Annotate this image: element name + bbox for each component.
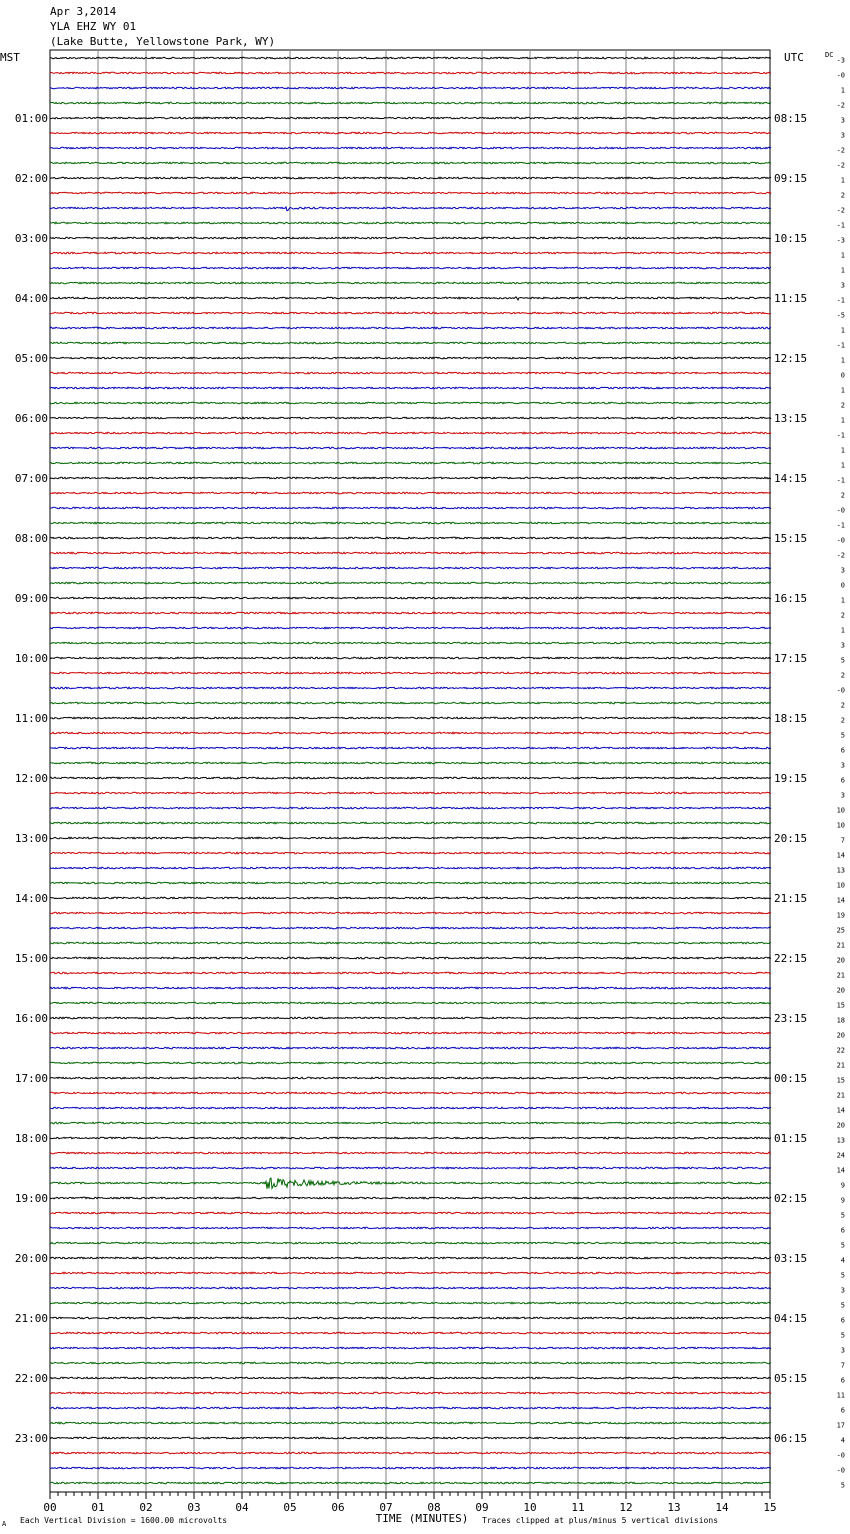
x-tick-label: 12 [619,1501,633,1514]
dc-offset-label: -1 [836,476,845,485]
dc-offset-label: 9 [840,1196,845,1205]
trace-line [50,1422,771,1424]
mst-hour-label: 22:00 [14,1372,48,1385]
plot-frame [50,50,770,1492]
trace-line [50,192,771,194]
x-axis [43,1492,776,1514]
utc-hour-label: 18:15 [774,712,808,725]
trace-line [50,162,771,164]
trace-line [50,912,771,914]
trace-line [50,1377,771,1379]
trace-line [50,627,771,629]
dc-offset-label: -0 [836,1451,845,1460]
trace-line [50,342,771,344]
x-tick-label: 01 [91,1501,105,1514]
dc-offset-label: 14 [836,896,845,905]
dc-offset-label: 21 [836,1061,845,1070]
x-tick-label: 11 [571,1501,585,1514]
mst-hour-label: 07:00 [14,472,48,485]
x-tick-label: 04 [235,1501,249,1514]
utc-hour-label: 13:15 [774,412,808,425]
trace-line [50,672,771,674]
trace-line [50,957,771,959]
dc-offset-label: 0 [840,581,845,590]
trace-line [50,267,771,269]
trace-line [50,1092,771,1094]
trace-line [50,522,771,524]
trace-line [50,747,771,749]
trace-line [50,852,771,854]
dc-offset-label: 2 [840,701,845,710]
trace-line [50,312,771,314]
trace-line [50,1017,771,1019]
trace-line [50,57,771,59]
trace-line [50,327,771,329]
dc-offset-label: 6 [840,1376,845,1385]
dc-offset-label: 2 [840,611,845,620]
trace-line [50,1197,771,1199]
dc-offset-label: 6 [840,776,845,785]
x-tick-label: 15 [763,1501,777,1514]
dc-offset-label: 2 [840,716,845,725]
dc-offset-label: 4 [840,1436,845,1445]
dc-offset-label: -0 [836,506,845,515]
dc-offset-label: 1 [840,176,845,185]
trace-line [50,1152,771,1154]
mst-label: MST [0,51,20,64]
x-tick-label: 14 [715,1501,729,1514]
trace-line [50,807,771,809]
trace-line [50,1032,771,1034]
trace-line [50,792,771,794]
trace-line [50,642,771,644]
trace-line [50,72,771,74]
mst-hour-label: 20:00 [14,1252,48,1265]
dc-offset-label: -2 [836,206,845,215]
trace-line [50,102,771,104]
dc-offset-label: 5 [840,1241,845,1250]
trace-line [50,867,771,869]
utc-hour-label: 10:15 [774,232,808,245]
dc-offset-label: 1 [840,626,845,635]
dc-offset-label: -3 [836,236,845,245]
dc-offset-label: 1 [840,446,845,455]
dc-offset-label: 6 [840,1406,845,1415]
trace-line [50,1122,771,1124]
trace-line [50,1467,771,1469]
dc-offset-label: 17 [836,1421,845,1430]
trace-line [50,1002,771,1004]
trace-line [50,1482,771,1484]
dc-offset-label: 15 [836,1076,845,1085]
dc-offset-label: -2 [836,101,845,110]
trace-line [50,657,771,659]
trace-line [50,1077,771,1079]
x-tick-label: 10 [523,1501,537,1514]
dc-offset-label: 1 [840,461,845,470]
trace-line [50,447,771,449]
dc-offset-label: 20 [836,1031,845,1040]
trace-line [50,507,771,509]
trace-line [50,837,771,839]
dc-offset-label: 14 [836,1106,845,1115]
trace-line [50,1407,771,1409]
dc-offset-label: 20 [836,956,845,965]
trace-line [50,612,771,614]
trace-line [50,1362,771,1364]
mst-hour-label: 17:00 [14,1072,48,1085]
dc-offset-label: 1 [840,86,845,95]
mst-hour-label: 04:00 [14,292,48,305]
dc-offset-label: -5 [836,311,845,320]
dc-offset-label: 1 [840,326,845,335]
trace-line [50,777,771,779]
trace-line [50,822,771,824]
dc-offset-label: 3 [840,566,845,575]
dc-offset-label: 24 [836,1151,845,1160]
trace-line [50,1452,771,1454]
mst-hour-label: 03:00 [14,232,48,245]
trace-line [50,297,771,300]
trace-line [50,1437,771,1439]
dc-offset-label: -3 [836,56,845,65]
dc-offset-label: -1 [836,221,845,230]
dc-offset-label: 14 [836,851,845,860]
dc-offset-label: 10 [836,821,845,830]
trace-line [50,387,771,389]
trace-line [50,1047,771,1049]
trace-line [50,1242,771,1244]
dc-offset-label: 6 [840,1316,845,1325]
dc-offset-label: 5 [840,1301,845,1310]
dc-offset-label: 5 [840,731,845,740]
dc-offset-label: 15 [836,1001,845,1010]
dc-offset-label: 3 [840,1346,845,1355]
trace-line [50,357,771,359]
trace-line [50,417,771,419]
trace-line [50,1062,771,1064]
dc-offset-label: 21 [836,1091,845,1100]
trace-line [50,1272,771,1274]
trace-line [50,1257,771,1259]
footer-clip-note: Traces clipped at plus/minus 5 vertical divisions [482,1516,719,1525]
dc-offset-label: 3 [840,116,845,125]
mst-hour-label: 05:00 [14,352,48,365]
utc-hour-label: 16:15 [774,592,808,605]
dc-offset-label: 20 [836,1121,845,1130]
utc-hour-label: 19:15 [774,772,808,785]
trace-line [50,762,771,764]
trace-line [50,927,771,929]
mst-hour-label: 11:00 [14,712,48,725]
dc-offset-label: 0 [840,371,845,380]
dc-offset-label: -1 [836,431,845,440]
dc-offset-label: 2 [840,401,845,410]
trace-line [50,987,771,989]
x-tick-label: 08 [427,1501,441,1514]
dc-offset-label: 3 [840,281,845,290]
mst-hour-label: 09:00 [14,592,48,605]
trace-line [50,1137,771,1139]
trace-line [50,702,771,704]
dc-offset-label: 5 [840,1331,845,1340]
utc-hour-label: 15:15 [774,532,808,545]
dc-offset-label: -0 [836,536,845,545]
dc-offset-label: 10 [836,881,845,890]
utc-hour-label: 08:15 [774,112,808,125]
trace-line [50,117,771,119]
trace-line [50,717,771,719]
utc-hour-label: 06:15 [774,1432,808,1445]
mst-hour-label: 08:00 [14,532,48,545]
utc-hour-label: 04:15 [774,1312,808,1325]
corner-mark: A [2,1520,7,1528]
trace-line [50,942,771,944]
dc-offset-label: 20 [836,986,845,995]
dc-offset-label: 1 [840,416,845,425]
utc-hour-label: 23:15 [774,1012,808,1025]
dc-offset-label: 9 [840,1181,845,1190]
mst-hour-label: 10:00 [14,652,48,665]
dc-offset-label: 25 [836,926,845,935]
dc-offset-label: 14 [836,1166,845,1175]
dc-offset-label: 6 [840,1226,845,1235]
utc-hour-label: 20:15 [774,832,808,845]
dc-offset-label: -0 [836,686,845,695]
dc-offset-label: 1 [840,266,845,275]
plot-date: Apr 3,2014 [50,5,117,18]
trace-line [50,492,771,494]
dc-offset-label: 7 [840,836,845,845]
x-tick-label: 03 [187,1501,201,1514]
dc-offset-label: 5 [840,1271,845,1280]
utc-hour-label: 11:15 [774,292,808,305]
trace-line [50,1227,771,1229]
dc-offset-label: 5 [840,656,845,665]
x-tick-label: 05 [283,1501,297,1514]
trace-line [50,87,771,89]
utc-hour-label: 12:15 [774,352,808,365]
x-tick-label: 09 [475,1501,489,1514]
utc-hour-label: 09:15 [774,172,808,185]
grid-lines [98,50,722,1492]
footer-scale-note: Each Vertical Division = 1600.00 microvolts [20,1516,228,1525]
dc-offset-label: 22 [836,1046,845,1055]
trace-line [50,1167,771,1169]
trace-line [50,687,771,689]
trace-line [50,132,771,134]
trace-line [50,1107,771,1109]
mst-hour-label: 01:00 [14,112,48,125]
utc-hour-label: 02:15 [774,1192,808,1205]
trace-line [50,177,771,179]
trace-line [50,552,771,554]
dc-offset-label: 3 [840,131,845,140]
utc-hour-label: 00:15 [774,1072,808,1085]
trace-line [50,432,771,434]
dc-offset-label: 3 [840,641,845,650]
dc-offset-label: -1 [836,521,845,530]
trace-line [50,582,771,584]
x-tick-label: 06 [331,1501,345,1514]
mst-hour-label: 18:00 [14,1132,48,1145]
station-name: YLA EHZ WY 01 [50,20,137,33]
dc-offset-label: 3 [840,761,845,770]
trace-line [50,1178,771,1189]
dc-offset-label: 3 [840,1286,845,1295]
trace-line [50,207,771,211]
trace-line [50,1212,771,1214]
mst-hour-label: 21:00 [14,1312,48,1325]
trace-line [50,567,771,569]
dc-offset-label: 21 [836,971,845,980]
utc-hour-label: 05:15 [774,1372,808,1385]
dc-offset-label: -0 [836,1466,845,1475]
trace-line [50,372,771,374]
mst-hour-label: 16:00 [14,1012,48,1025]
dc-offset-label: 10 [836,806,845,815]
trace-line [50,1302,771,1304]
dc-offset-label: 18 [836,1016,845,1025]
trace-line [50,477,771,479]
mst-hour-label: 15:00 [14,952,48,965]
mst-hour-label: 02:00 [14,172,48,185]
trace-line [50,537,771,539]
utc-hour-label: 03:15 [774,1252,808,1265]
dc-offset-label: -1 [836,341,845,350]
dc-offset-label: -1 [836,296,845,305]
dc-offset-label: 3 [840,791,845,800]
utc-hour-label: 21:15 [774,892,808,905]
dc-offset-label: 7 [840,1361,845,1370]
trace-line [50,222,771,224]
hour-labels [15,57,845,1490]
trace-line [50,252,771,254]
dc-offset-label: -2 [836,146,845,155]
mst-hour-label: 13:00 [14,832,48,845]
trace-line [50,972,771,974]
trace-line [50,597,771,599]
trace-line [50,1287,771,1289]
dc-label: DC [825,51,834,59]
trace-line [50,1392,771,1394]
trace-line [50,882,771,884]
dc-offset-label: 1 [840,596,845,605]
trace-line [50,237,771,239]
dc-offset-label: 13 [836,866,845,875]
dc-offset-label: -0 [836,71,845,80]
trace-line [50,402,771,404]
dc-offset-label: 19 [836,911,845,920]
mst-hour-label: 06:00 [14,412,48,425]
mst-hour-label: 12:00 [14,772,48,785]
utc-hour-label: 22:15 [774,952,808,965]
x-axis-title: TIME (MINUTES) [375,1512,469,1525]
station-location: (Lake Butte, Yellowstone Park, WY) [50,35,276,48]
x-tick-label: 02 [139,1501,153,1514]
dc-offset-label: 13 [836,1136,845,1145]
dc-offset-label: -2 [836,551,845,560]
dc-offset-label: 6 [840,746,845,755]
x-tick-label: 13 [667,1501,681,1514]
mst-hour-label: 19:00 [14,1192,48,1205]
trace-line [50,147,771,149]
dc-offset-label: 11 [836,1391,845,1400]
trace-line [50,732,771,734]
dc-offset-label: 2 [840,671,845,680]
trace-line [50,282,771,284]
dc-offset-label: 1 [840,251,845,260]
dc-offset-label: 5 [840,1481,845,1490]
dc-offset-label: 1 [840,356,845,365]
x-tick-label: 07 [379,1501,393,1514]
trace-group [50,57,771,1484]
utc-hour-label: 01:15 [774,1132,808,1145]
trace-line [50,1347,771,1349]
utc-label: UTC [784,51,804,64]
dc-offset-label: 5 [840,1211,845,1220]
trace-line [50,1332,771,1334]
utc-hour-label: 17:15 [774,652,808,665]
mst-hour-label: 14:00 [14,892,48,905]
trace-line [50,1317,771,1319]
x-tick-label: 00 [43,1501,57,1514]
trace-line [50,462,771,464]
dc-offset-label: 1 [840,386,845,395]
dc-offset-label: 2 [840,491,845,500]
dc-offset-label: -2 [836,161,845,170]
trace-line [50,897,771,899]
dc-offset-label: 21 [836,941,845,950]
mst-hour-label: 23:00 [14,1432,48,1445]
dc-offset-label: 2 [840,191,845,200]
utc-hour-label: 14:15 [774,472,808,485]
dc-offset-label: 4 [840,1256,845,1265]
